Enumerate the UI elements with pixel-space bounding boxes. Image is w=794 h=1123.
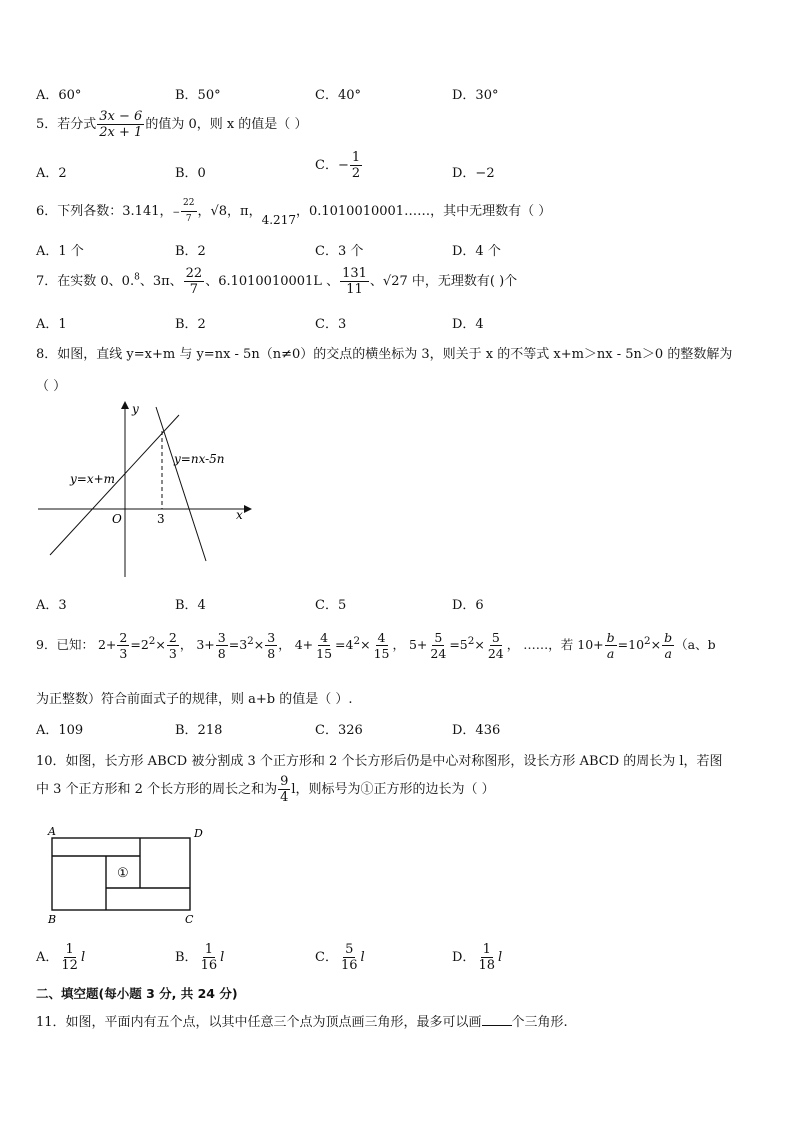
q9-term-3: 4+ $\frac{4}{15}$ $=4^2\times$ $\frac{4}{15}$ <box>294 630 390 661</box>
q10-option-b: B． $\frac{1}{16}$ l <box>175 942 225 973</box>
q6-option-b: B．2 <box>175 244 206 259</box>
q10-figure <box>44 824 214 930</box>
q4-option-b: B．50° <box>175 88 221 103</box>
y-axis-arrow <box>121 401 129 409</box>
label-c: C <box>185 913 194 926</box>
q4-option-d: D．30° <box>452 88 499 103</box>
q4-option-c: C．40° <box>315 88 361 103</box>
q5-option-c: C．− $\frac{1}{2}$ <box>315 150 361 181</box>
q6-option-d: D．4 个 <box>452 244 501 259</box>
y-axis-label: y <box>132 402 139 416</box>
x-axis-arrow <box>244 505 252 513</box>
q8-stem-line1: 8．如图，直线 y=x+m 与 y=nx - 5n（n≠0）的交点的横坐标为 3，则关于 x 的不等式 x+m＞nx - 5n＞0 的整数解为 <box>36 347 733 362</box>
q10-option-a: A． $\frac{1}{12}$ l <box>36 942 86 973</box>
q6-stem: 6．下列各数：3.141，− $\frac{22}{7}$ ，√8，π，4.217，0.1010010001……，其中无理数有（ ） <box>36 198 552 227</box>
tick-3-label: 3 <box>157 512 165 526</box>
q8-option-c: C．5 <box>315 598 347 613</box>
q9-term-1: 2+ $\frac{2}{3}$ $=2^2\times$ $\frac{2}{3}$ <box>97 630 177 661</box>
q11-stem: 11．如图，平面内有五个点，以其中任意三个点为顶点画三角形，最多可以画 个三角形. <box>36 1015 568 1030</box>
q9-option-a: A．109 <box>36 723 84 738</box>
q4-option-a: A．60° <box>36 88 82 103</box>
q9-option-c: C．326 <box>315 723 363 738</box>
line-nx-minus-5n <box>156 407 206 561</box>
label-a: A <box>48 825 56 838</box>
q9-stem-line2: 为正整数）符合前面式子的规律，则 a+b 的值是（ ）. <box>36 692 353 707</box>
q9-term-4: 5+ $\frac{5}{24}$ $=5^2\times$ $\frac{5}{24}$ <box>408 630 504 661</box>
q7-option-a: A．1 <box>36 317 67 332</box>
q7-stem: 7．在实数 0、0.$^8$、3π、 $\frac{22}{7}$ 、6.1010010001L 、 $\frac{131}{11}$ 、√27 中，无理数有( )个 <box>36 266 518 297</box>
label-b: B <box>48 913 57 926</box>
q5-option-a: A．2 <box>36 166 67 181</box>
q5-stem: 5．若分式 $\frac{3x - 6}{2x + 1}$ 的值为 0，则 x 的值是（ ） <box>36 109 308 140</box>
q8-option-d: D．6 <box>452 598 484 613</box>
q9-target: 10+ $\frac{b}{a}$ $=10^2\times$ $\frac{b}{a}$ <box>577 630 673 661</box>
x-axis-label: x <box>236 508 243 522</box>
q5-option-b: B．0 <box>175 166 206 181</box>
q7-option-b: B．2 <box>175 317 206 332</box>
section-2-title: 二、填空题(每小题 3 分, 共 24 分) <box>36 986 238 1001</box>
origin-label: O <box>112 512 122 526</box>
q9-option-b: B．218 <box>175 723 223 738</box>
label-square-1: ① <box>117 866 129 881</box>
q6-option-c: C．3 个 <box>315 244 364 259</box>
q5-option-d: D．−2 <box>452 166 495 181</box>
q9-stem: 9．已知： 2+ $\frac{2}{3}$ $=2^2\times$ $\frac{2}{3}$ ， 3+ $\frac{3}{8}$ $=3^2\times$ $\frac{3}{8}$ ， 4+ $\frac{4}{15}$ $=4^2\times$ $\frac{4}{15}$ ， 5+ $\frac{5}{24}$ $=5^2\times$ $\frac{5}{24}$ ， ……，若 10+ $\frac{b}{a}$ $=10^2\times$ $\frac{b}{a}$ （a、b <box>36 630 716 661</box>
q6-option-a: A．1 个 <box>36 244 84 259</box>
q10-stem-line1: 10．如图，长方形 ABCD 被分割成 3 个正方形和 2 个长方形后仍是中心对称图形，设长方形 ABCD 的周长为 l，若图 <box>36 754 723 769</box>
q11-answer-blank[interactable] <box>482 1025 512 1026</box>
q8-graph <box>36 395 266 585</box>
line1-label: y=x+m <box>70 472 116 486</box>
q7-option-c: C．3 <box>315 317 347 332</box>
q10-option-d: D． $\frac{1}{18}$ l <box>452 942 503 973</box>
q8-stem-line2: （ ） <box>36 379 67 394</box>
line2-label: y=nx-5n <box>174 452 225 466</box>
q7-option-d: D．4 <box>452 317 484 332</box>
label-d: D <box>194 827 203 840</box>
q8-option-b: B．4 <box>175 598 206 613</box>
q9-option-d: D．436 <box>452 723 501 738</box>
q9-term-2: 3+ $\frac{3}{8}$ $=3^2\times$ $\frac{3}{8}$ <box>196 630 276 661</box>
q8-option-a: A．3 <box>36 598 67 613</box>
q10-stem-line2: 中 3 个正方形和 2 个长方形的周长之和为 $\frac{9}{4}$ l，则标号为①正方形的边长为（ ） <box>36 774 495 805</box>
q10-option-c: C． $\frac{5}{16}$ l <box>315 942 365 973</box>
